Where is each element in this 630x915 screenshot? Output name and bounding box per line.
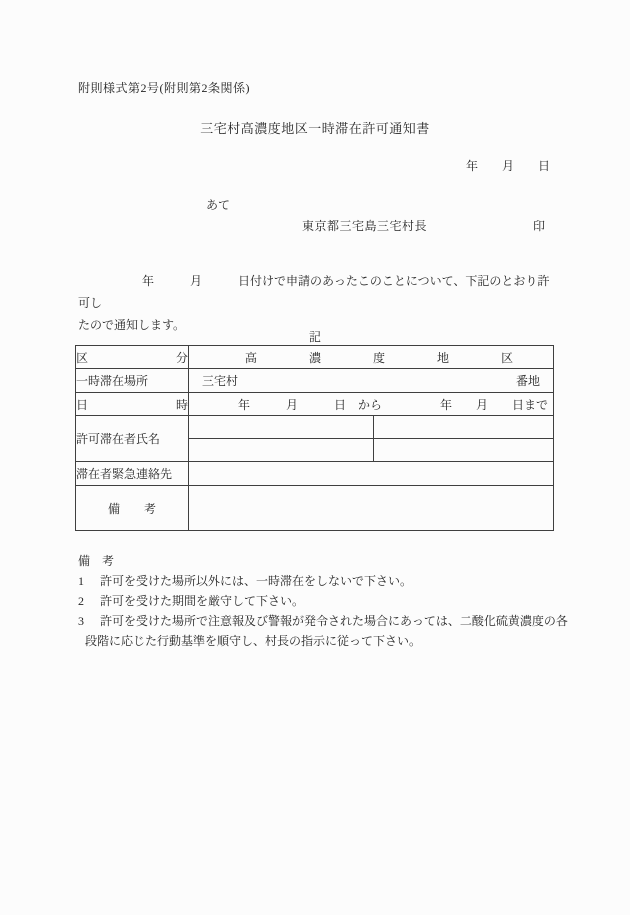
place-value-cell <box>189 369 554 393</box>
permit-table <box>75 345 554 531</box>
notification-body-line2: たので通知します。 <box>78 318 186 332</box>
notification-body-line1: 年 月 日付けで申請のあったこのことについて、下記のとおり許可し <box>78 274 550 310</box>
form-number: 附則様式第2号(附則第2条関係) <box>78 81 250 95</box>
period-from-blank: 年 月 日 から <box>238 397 383 412</box>
holder-name-cell-3 <box>189 439 374 462</box>
note-text: 許可を受けた場所で注意報及び警報が発令された場合にあっては、二酸化硫黄濃度の各 <box>100 614 568 628</box>
category-label-first: 区 <box>76 350 89 365</box>
place-label-cell: 一時滞在場所 <box>76 369 189 393</box>
addressee-label: あて <box>206 198 231 212</box>
note-item-2 <box>78 591 570 611</box>
place-value-suffix: 番地 <box>516 374 541 388</box>
note-number: 3 <box>78 614 84 628</box>
note-item-3 <box>78 611 570 631</box>
datetime-label-first: 日 <box>76 397 89 412</box>
note-text: 許可を受けた場所以外には、一時滞在をしないで下さい。 <box>100 574 413 588</box>
datetime-value-cell <box>189 393 554 416</box>
category-label-cell <box>76 346 189 369</box>
category-row <box>76 346 554 369</box>
issue-date-blank: 年 月 日 <box>465 159 550 173</box>
notes-heading: 備 考 <box>78 554 115 568</box>
category-value-char: 高 <box>245 350 258 365</box>
category-value-cell <box>189 346 554 369</box>
category-value-char: 度 <box>373 350 386 365</box>
category-value-char: 濃 <box>309 350 322 365</box>
holder-name-cell-4 <box>374 439 554 462</box>
note-text: 許可を受けた期間を厳守して下さい。 <box>100 594 305 608</box>
issuer-name: 東京都三宅島三宅村長 <box>302 219 428 233</box>
note-item-1 <box>78 571 570 591</box>
remarks-row <box>76 486 554 531</box>
category-value-char: 地 <box>437 350 450 365</box>
seal-mark: 印 <box>533 219 546 233</box>
permit-holders-label-cell: 許可滞在者氏名 <box>76 416 189 462</box>
notes-section <box>78 551 570 651</box>
permit-holders-row <box>76 416 554 439</box>
place-value-prefix: 三宅村 <box>202 374 239 388</box>
emergency-contact-value-cell <box>189 462 554 486</box>
remarks-label-cell: 備 考 <box>76 486 189 531</box>
category-label-last: 分 <box>175 350 188 365</box>
place-row <box>76 369 554 393</box>
holder-name-cell-1 <box>189 416 374 439</box>
datetime-label-last: 時 <box>175 397 188 412</box>
note-item-3-continued: 段階に応じた行動基準を順守し、村長の指示に従って下さい。 <box>85 634 422 648</box>
notification-body <box>78 270 556 336</box>
remarks-value-cell <box>189 486 554 531</box>
datetime-row <box>76 393 554 416</box>
record-separator: 記 <box>308 330 321 344</box>
note-number: 2 <box>78 594 84 608</box>
period-to-blank: 年 月 日まで <box>440 397 549 412</box>
emergency-contact-label-cell: 滞在者緊急連絡先 <box>76 462 189 486</box>
emergency-contact-row <box>76 462 554 486</box>
category-value-char: 区 <box>501 350 514 365</box>
page-title: 三宅村高濃度地区一時滞在許可通知書 <box>200 121 430 136</box>
note-number: 1 <box>78 574 84 588</box>
datetime-label-cell <box>76 393 189 416</box>
holder-name-cell-2 <box>374 416 554 439</box>
